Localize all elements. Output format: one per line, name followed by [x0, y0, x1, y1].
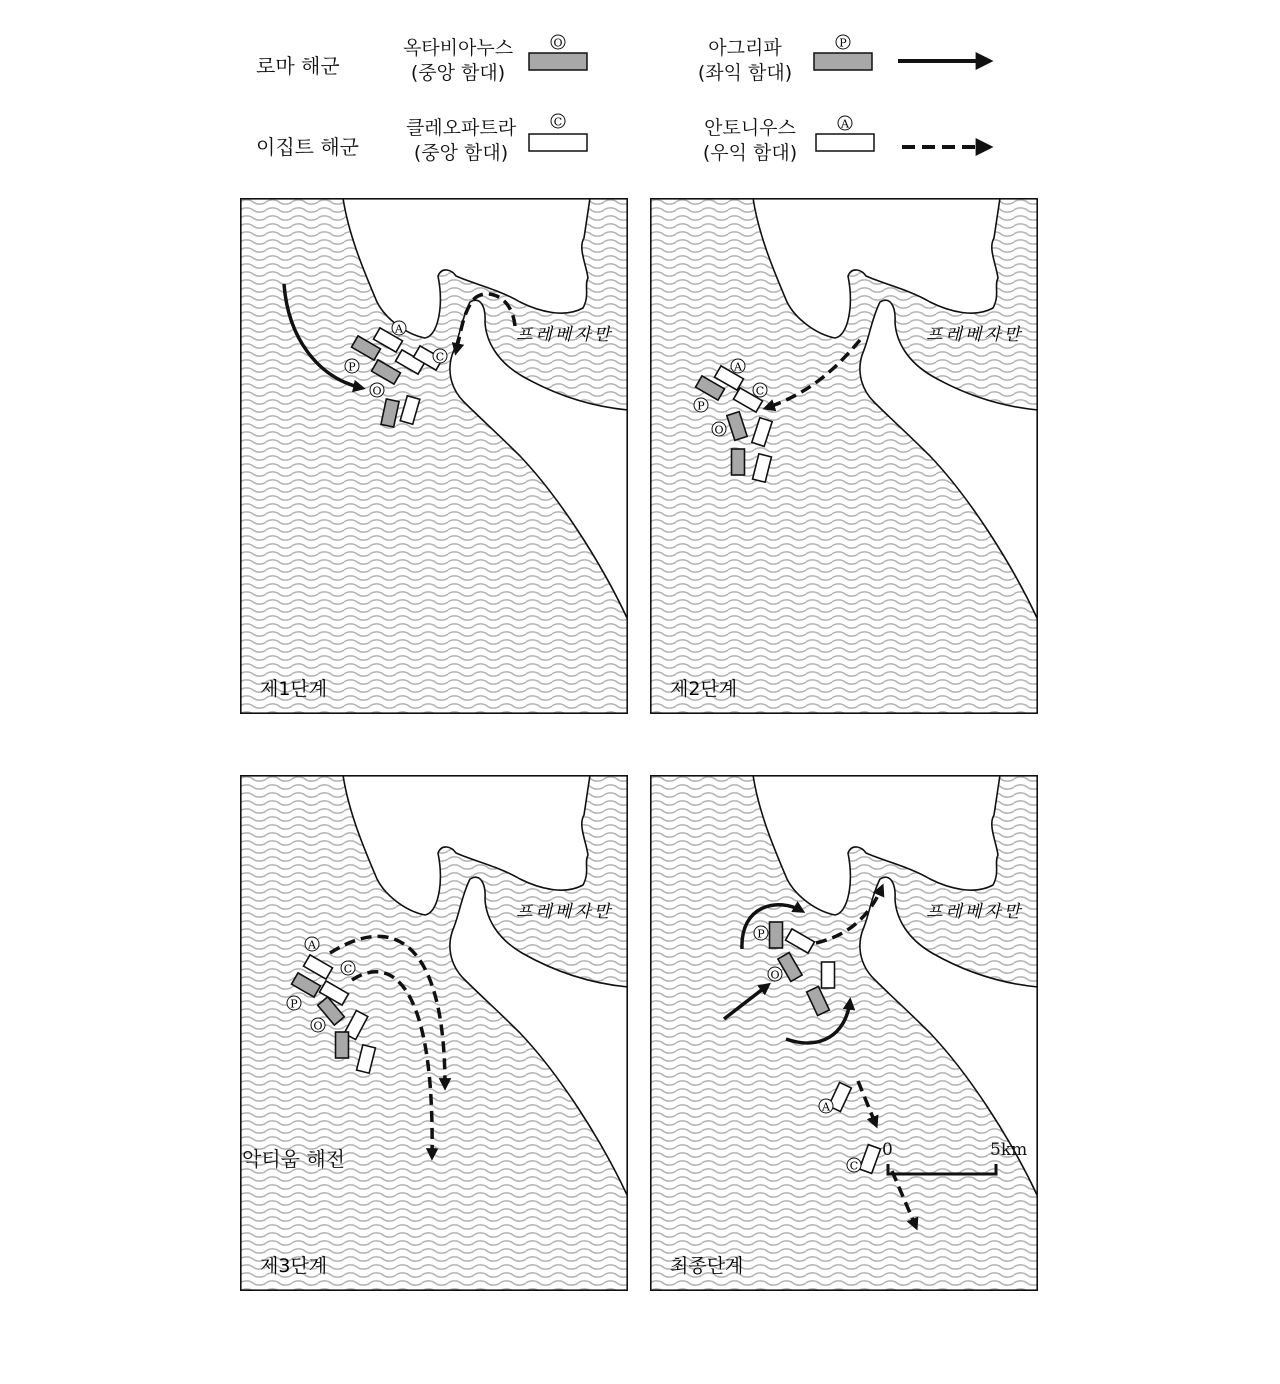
svg-text:A: A: [734, 360, 742, 374]
legend-antonius-sub: (우익 함대): [702, 142, 798, 164]
svg-text:P: P: [757, 927, 765, 941]
bay-place-label: 프레베자만: [926, 325, 1024, 345]
map-panel-stage-4: [650, 775, 1038, 1291]
fleet-badge-antonius: [305, 937, 319, 951]
legend-antonius-ship-icon: [816, 116, 874, 151]
egypt-ship-icon: [822, 962, 835, 988]
svg-text:O: O: [313, 1019, 323, 1033]
fleet-badge-agrippa: [754, 926, 768, 940]
map-panel-stage-3: [240, 775, 628, 1291]
svg-text:C: C: [849, 1159, 859, 1173]
fleet-badge-agrippa: [287, 996, 301, 1010]
legend-rome-navy: 로마 해군: [256, 54, 340, 78]
svg-text:C: C: [435, 350, 445, 364]
stage-label: 제2단계: [670, 678, 738, 700]
fleet-badge-antonius: [819, 1099, 833, 1113]
legend-antonius-name: 안토니우스: [704, 117, 796, 139]
bay-place-label: 프레베자만: [516, 325, 614, 345]
svg-text:A: A: [395, 322, 403, 336]
svg-text:O: O: [372, 384, 382, 398]
legend-symbols: [0, 0, 1280, 200]
rome-ship-icon: [336, 1032, 349, 1058]
legend-agrippa-symbol: P: [839, 36, 847, 50]
bay-place-label: 프레베자만: [516, 902, 614, 922]
stage-label: 제1단계: [260, 678, 328, 700]
svg-text:P: P: [348, 360, 356, 374]
fleet-badge-octavianus: [768, 967, 782, 981]
figure-caption: 악티움 해전: [242, 1147, 345, 1171]
legend-cleopatra-symbol: C: [553, 115, 563, 129]
scale-line: [880, 1140, 1050, 1180]
legend-octavianus-ship-icon: [529, 35, 587, 70]
scale-end-label: 5km: [990, 1140, 1028, 1160]
legend-cleopatra-ship-icon: [529, 114, 587, 151]
scale-start-label: 0: [882, 1140, 893, 1160]
fleet-badge-agrippa: [345, 359, 359, 373]
svg-text:C: C: [755, 384, 765, 398]
svg-text:A: A: [308, 938, 316, 952]
svg-text:A: A: [822, 1100, 830, 1114]
fleet-badge-antonius: [392, 321, 406, 335]
fleet-badge-octavianus: [370, 383, 384, 397]
scale-bar: [880, 1140, 1050, 1180]
map-panel-stage-2: [650, 198, 1038, 714]
legend-egypt-navy: 이집트 해군: [256, 135, 359, 159]
svg-text:O: O: [770, 968, 780, 982]
fleet-badge-antonius: [731, 359, 745, 373]
rome-ship-icon: [732, 449, 745, 475]
legend-antonius-symbol: A: [841, 117, 849, 131]
map-panel-stage-1: [240, 198, 628, 714]
legend-agrippa-sub: (좌익 함대): [697, 62, 793, 84]
stage-label: 최종단계: [670, 1255, 744, 1277]
legend-octavianus-name: 옥타비아누스: [402, 37, 514, 59]
stage-label: 제3단계: [260, 1255, 328, 1277]
fleet-badge-cleopatra: [753, 383, 767, 397]
fleet-badge-cleopatra: [433, 349, 447, 363]
rome-ship-icon: [770, 922, 783, 948]
svg-text:P: P: [290, 997, 298, 1011]
fleet-badge-agrippa: [694, 398, 708, 412]
legend-cleopatra-sub: (중앙 함대): [413, 142, 509, 164]
fleet-badge-cleopatra: [847, 1158, 861, 1172]
fleet-badge-octavianus: [311, 1018, 325, 1032]
legend-agrippa-name: 아그리파: [708, 37, 782, 59]
svg-text:C: C: [343, 962, 353, 976]
legend-octavianus-sub: (중앙 함대): [410, 62, 506, 84]
svg-text:P: P: [697, 399, 705, 413]
legend-agrippa-ship-icon: [814, 35, 872, 70]
svg-text:O: O: [714, 423, 724, 437]
fleet-badge-octavianus: [712, 422, 726, 436]
bay-place-label: 프레베자만: [926, 902, 1024, 922]
legend-cleopatra-name: 클레오파트라: [405, 117, 517, 139]
legend-octavianus-symbol: O: [553, 36, 563, 50]
fleet-badge-cleopatra: [341, 961, 355, 975]
